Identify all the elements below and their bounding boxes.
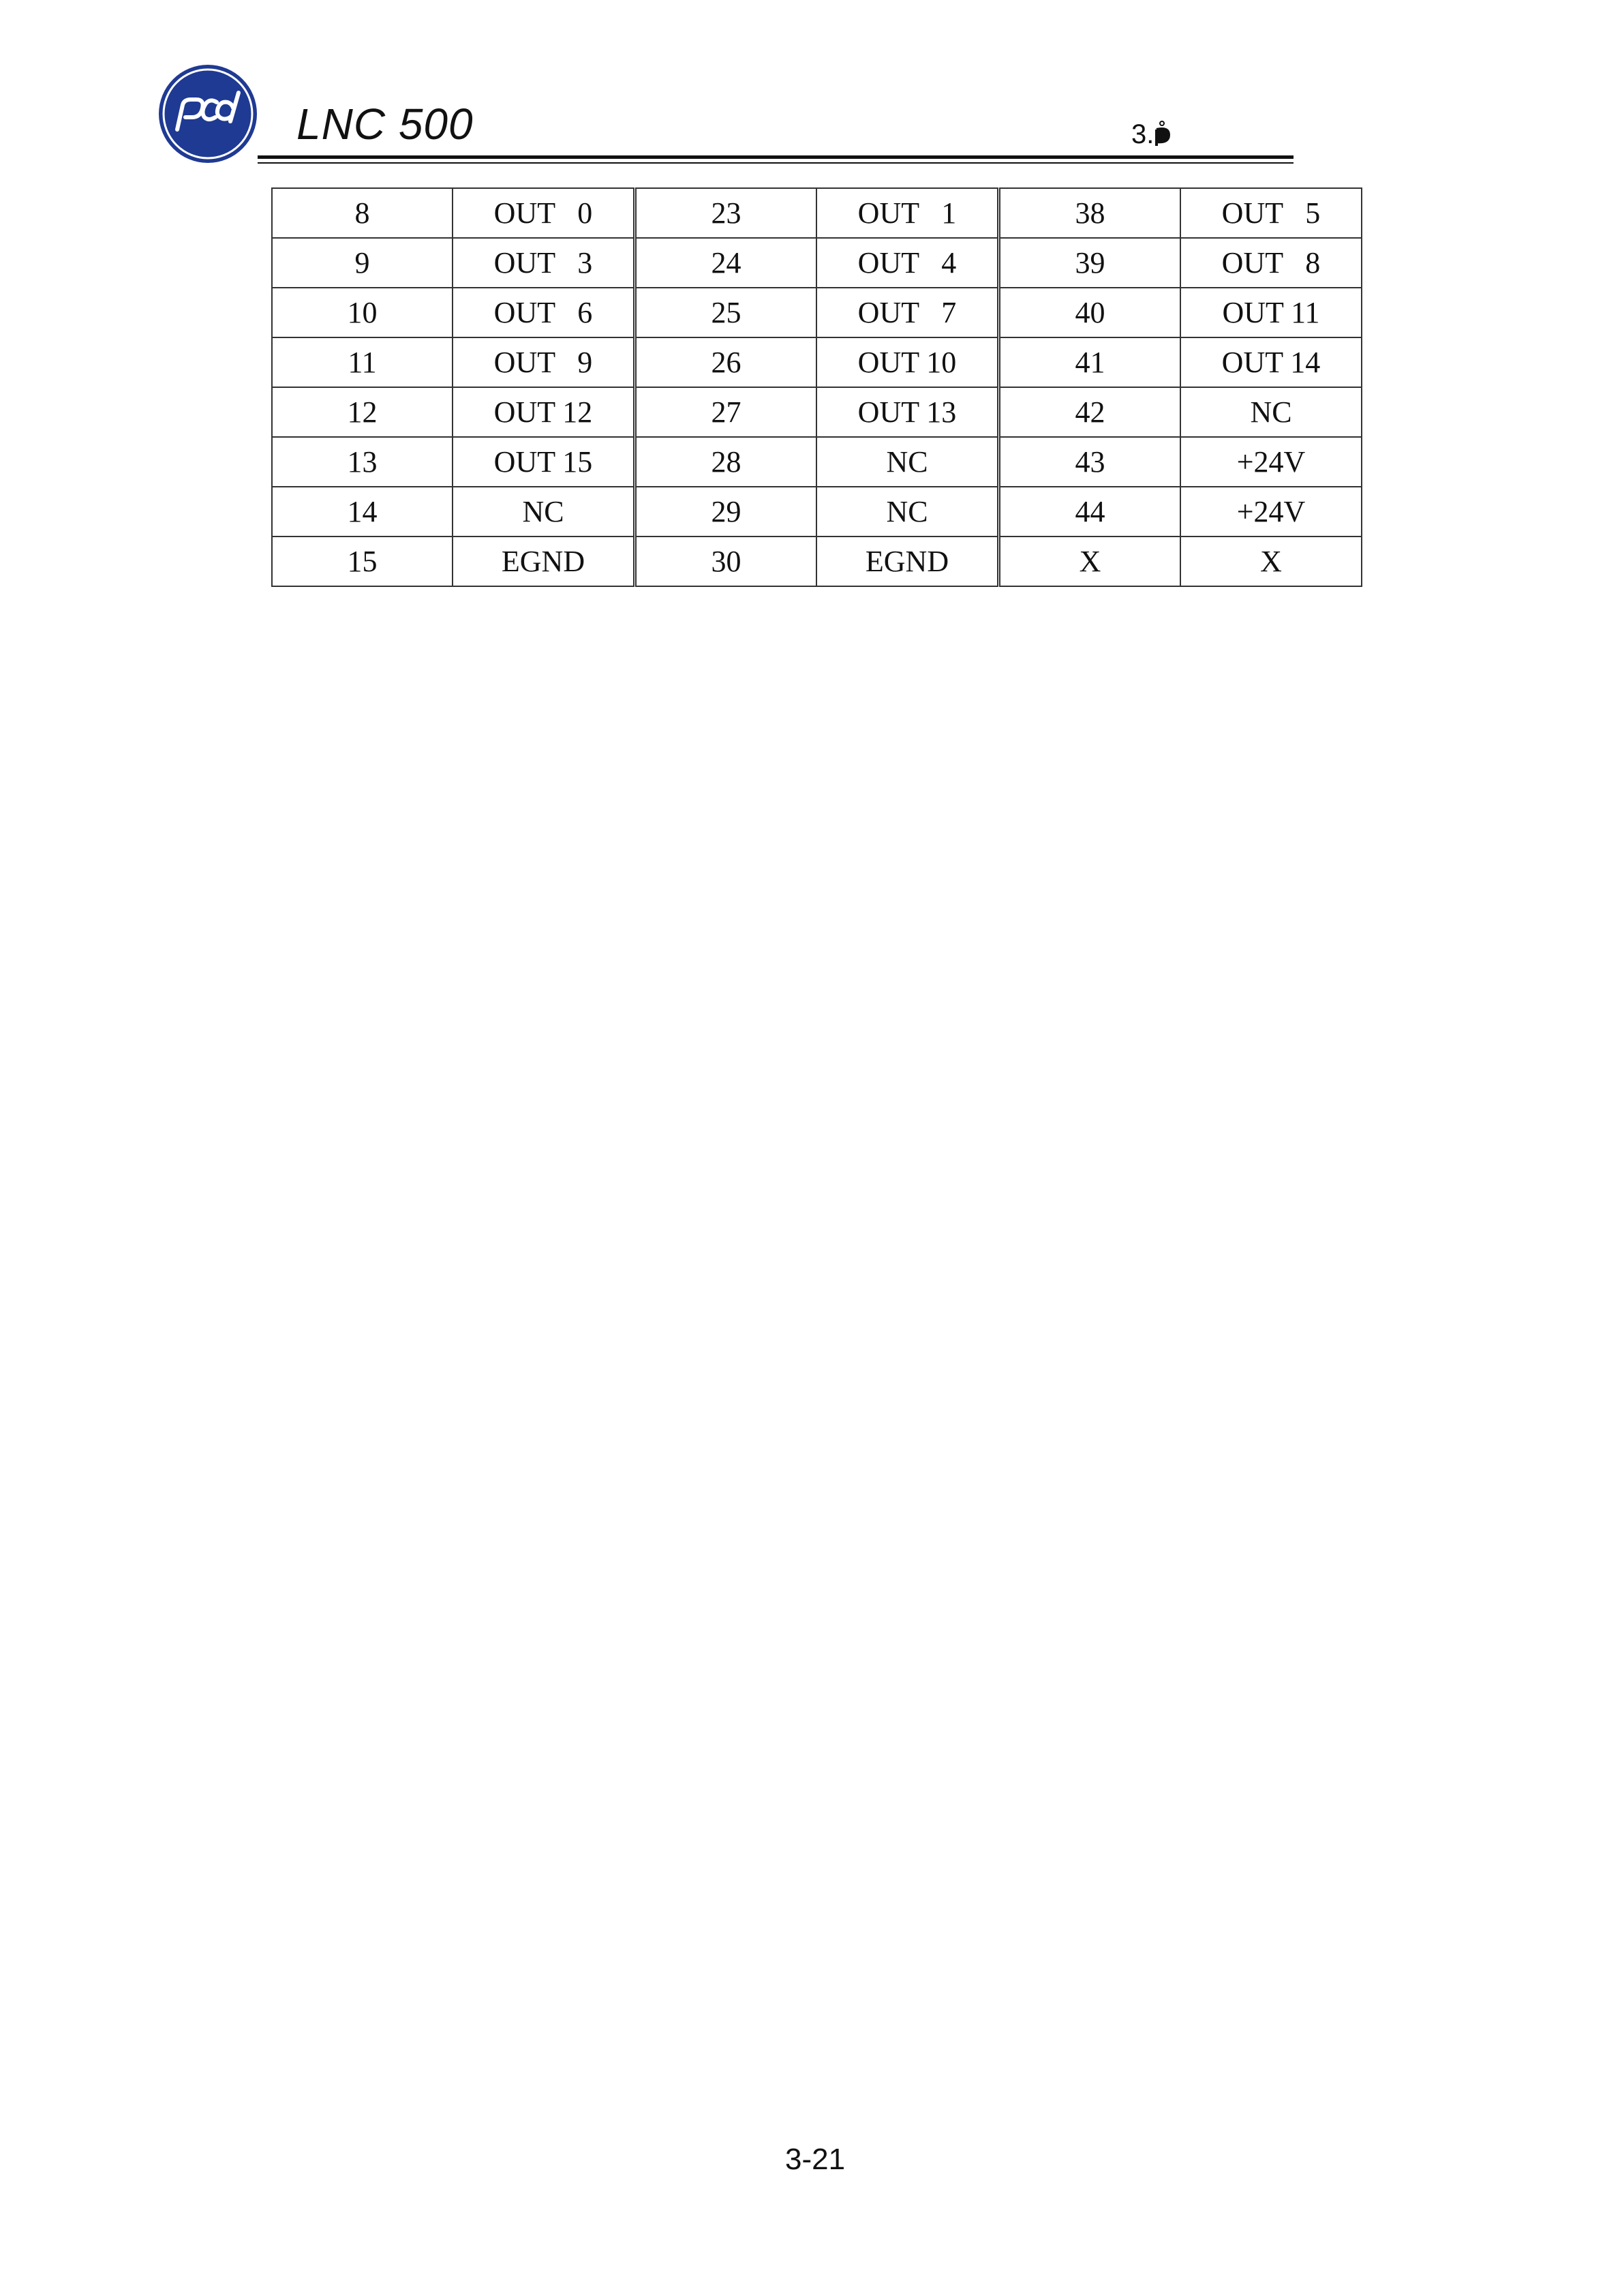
- pin-number: 14: [347, 495, 378, 528]
- pin-number: X: [1079, 545, 1101, 578]
- pin-number-cell: [272, 537, 453, 586]
- pin-number-cell: [272, 437, 453, 487]
- header-rule: [258, 155, 1294, 159]
- signal-name-cell: [453, 487, 635, 537]
- pin-number-cell: [635, 337, 817, 387]
- signal-name-cell: [816, 387, 999, 437]
- pin-number: 8: [354, 196, 370, 230]
- signal-name: OUT 6: [493, 296, 593, 329]
- pin-number: 24: [711, 246, 741, 280]
- pin-number-cell: [999, 337, 1181, 387]
- pin-number: 41: [1075, 346, 1105, 379]
- pin-number: 23: [711, 196, 741, 230]
- signal-name-cell: [453, 437, 635, 487]
- signal-name-cell: [816, 437, 999, 487]
- pin-number: 25: [711, 296, 741, 329]
- signal-name-cell: [453, 288, 635, 337]
- signal-name-cell: [816, 288, 999, 337]
- signal-name-cell: [1180, 537, 1362, 586]
- signal-name: OUT 14: [1221, 346, 1321, 379]
- signal-name: OUT 7: [857, 296, 957, 329]
- company-logo: [157, 63, 259, 165]
- signal-name: NC: [1250, 395, 1292, 429]
- signal-name: OUT 0: [493, 196, 593, 230]
- signal-name-cell: [816, 337, 999, 387]
- section-number: 3.: [1131, 119, 1154, 149]
- signal-name: NC: [886, 495, 928, 528]
- pin-number: 26: [711, 346, 741, 379]
- signal-name-cell: [816, 188, 999, 238]
- section-glyph-icon: [1154, 120, 1172, 147]
- signal-name: NC: [522, 495, 564, 528]
- pin-number-cell: [999, 537, 1181, 586]
- signal-name-cell: [1180, 238, 1362, 288]
- pin-number-cell: [635, 537, 817, 586]
- section-marker: [1131, 120, 1172, 148]
- table-row: [272, 537, 1362, 586]
- pin-number: 43: [1075, 445, 1105, 479]
- signal-name-cell: [453, 188, 635, 238]
- table-row: [272, 238, 1362, 288]
- pin-number: 29: [711, 495, 741, 528]
- signal-name-cell: [1180, 487, 1362, 537]
- pin-number-cell: [999, 437, 1181, 487]
- pin-number-cell: [635, 238, 817, 288]
- table-row: [272, 487, 1362, 537]
- table-row: [272, 437, 1362, 487]
- table-row: [272, 337, 1362, 387]
- header-rule-thin: [258, 162, 1294, 164]
- signal-name-cell: [1180, 188, 1362, 238]
- signal-name: OUT 4: [857, 246, 957, 280]
- signal-name: +24V: [1236, 495, 1306, 528]
- table-row: [272, 387, 1362, 437]
- pin-number: 15: [347, 545, 378, 578]
- pin-number-cell: [999, 387, 1181, 437]
- signal-name-cell: [453, 238, 635, 288]
- signal-name: OUT 9: [493, 346, 593, 379]
- pin-number-cell: [635, 288, 817, 337]
- pin-number-cell: [272, 337, 453, 387]
- signal-name: OUT 11: [1222, 296, 1320, 329]
- pin-number: 38: [1075, 196, 1105, 230]
- pin-number: 27: [711, 395, 741, 429]
- pin-number: 39: [1075, 246, 1105, 280]
- signal-name: OUT 1: [857, 196, 957, 230]
- pin-number: 28: [711, 445, 741, 479]
- signal-name: OUT 5: [1221, 196, 1321, 230]
- pin-number-cell: [635, 487, 817, 537]
- signal-name-cell: [1180, 288, 1362, 337]
- signal-name: OUT 12: [493, 395, 593, 429]
- table-row: [272, 188, 1362, 238]
- signal-name: OUT 15: [493, 445, 593, 479]
- pin-number-cell: [272, 487, 453, 537]
- signal-name-cell: [453, 537, 635, 586]
- signal-name-cell: [1180, 337, 1362, 387]
- signal-name-cell: [1180, 437, 1362, 487]
- table-row: [272, 288, 1362, 337]
- signal-name: X: [1260, 545, 1282, 578]
- pin-number-cell: [635, 387, 817, 437]
- signal-name-cell: [816, 537, 999, 586]
- pin-number-cell: [272, 387, 453, 437]
- signal-name: OUT 10: [857, 346, 957, 379]
- pin-number-cell: [999, 288, 1181, 337]
- pin-number-cell: [999, 487, 1181, 537]
- pin-number: 9: [354, 246, 370, 280]
- pin-number-cell: [272, 188, 453, 238]
- pin-number-cell: [999, 238, 1181, 288]
- signal-name-cell: [816, 238, 999, 288]
- signal-name: OUT 3: [493, 246, 593, 280]
- signal-name: OUT 13: [857, 395, 957, 429]
- signal-name-cell: [453, 337, 635, 387]
- pin-number-cell: [635, 437, 817, 487]
- pin-number-cell: [272, 288, 453, 337]
- pin-number: 12: [347, 395, 378, 429]
- pin-number: 42: [1075, 395, 1105, 429]
- signal-name-cell: [453, 387, 635, 437]
- document-title: LNC 500: [296, 100, 474, 149]
- signal-name: OUT 8: [1221, 246, 1321, 280]
- signal-name: EGND: [501, 545, 585, 578]
- signal-name: NC: [886, 445, 928, 479]
- signal-name-cell: [816, 487, 999, 537]
- pin-number-cell: [635, 188, 817, 238]
- signal-name: EGND: [865, 545, 949, 578]
- signal-name-cell: [1180, 387, 1362, 437]
- page-number: 3-21: [785, 2143, 846, 2176]
- pin-number: 30: [711, 545, 741, 578]
- pin-number-cell: [272, 238, 453, 288]
- pin-number: 11: [348, 346, 377, 379]
- pin-number: 10: [347, 296, 378, 329]
- pin-number: 13: [347, 445, 378, 479]
- pin-number: 40: [1075, 296, 1105, 329]
- signal-name: +24V: [1236, 445, 1306, 479]
- pin-number-cell: [999, 188, 1181, 238]
- pin-assignment-table: [271, 187, 1362, 587]
- pin-number: 44: [1075, 495, 1105, 528]
